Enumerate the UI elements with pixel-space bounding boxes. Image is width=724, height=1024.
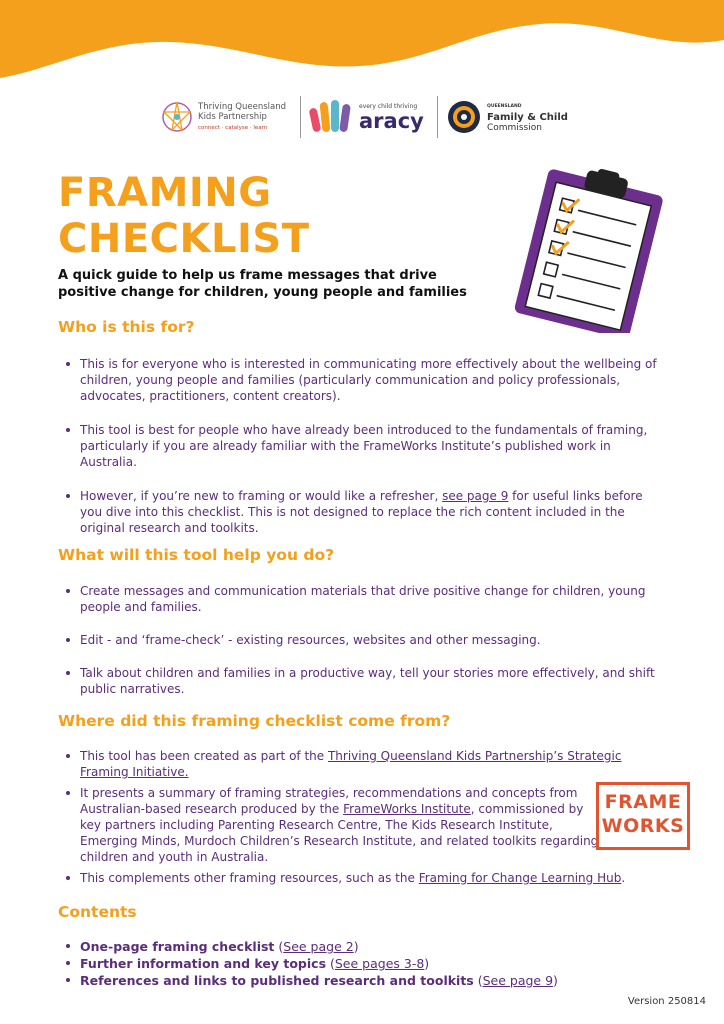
section-heading-who: Who is this for? [58,318,195,336]
frameworks-logo [596,782,690,850]
qfcc-state: QUEENSLAND [487,103,522,109]
see-page-2-link[interactable]: See page 2 [283,939,354,954]
list-item: This is for everyone who is interested in communicating more effectively about the wellbeing of children, young people and families (particularly communication and policy professionals, advocates, practitioners, content creators). [64,356,664,404]
header-wave [0,0,724,90]
partner-logos [160,94,570,140]
logo-divider [300,96,301,138]
contents-item: Further information and key topics (See pages 3-8) [64,955,664,972]
page-subtitle: A quick guide to help us frame messages that drive positive change for children, young people and families [58,268,467,300]
logo-divider [437,96,438,138]
section-heading-what: What will this tool help you do? [58,546,335,564]
contents-label: Further information and key topics [80,956,327,971]
qfcc-circle-icon [446,99,482,135]
item-text: It presents a summary of framing strategies, recommendations and concepts from Australian-based research produced by the [80,786,578,816]
title-line2: CHECKLIST [58,216,310,262]
item-text: However, if you’re new to framing or would like a refresher, [80,489,443,503]
list-item [64,488,664,536]
where-list [64,748,626,891]
aracy-tagline: every child thriving [359,102,418,110]
see-page-9-link[interactable]: see page 9 [442,489,509,503]
list-item [64,748,664,780]
aracy-name: aracy [359,108,424,133]
page-title [58,170,309,262]
list-item [64,785,604,865]
tqkp-line2: Kids Partnership [198,111,267,122]
frameworks-logo-line1: FRAME [604,791,682,813]
frameworks-logo-line2: WORKS [601,815,685,837]
who-list [64,356,664,554]
list-item: This tool is best for people who have already been introduced to the fundamentals of framing, particularly if you are already familiar with the FrameWorks Institute’s published work in Australia. [64,422,664,470]
tqkp-line1: Thriving Queensland [198,101,287,112]
aracy-logo [309,98,429,136]
aracy-bars-icon [309,98,355,136]
section-heading-where: Where did this framing checklist come from? [58,712,451,730]
tqkp-tagline: connect · catalyse · learn [198,124,268,131]
qfcc-line1: Family & Child [487,111,568,123]
see-page-9-contents-link[interactable]: See page 9 [482,973,554,988]
item-text: This tool has been created as part of the [80,749,328,763]
list-item: Talk about children and families in a productive way, tell your stories more effectively, and shift public narratives. [64,665,664,697]
title-line1: FRAMING [58,170,272,216]
item-text: for useful links before you dive into this checklist. This is not designed to replace the rich content included in the original research and toolkits. [80,489,643,535]
contents-list [64,938,664,989]
version-label: Version 250814 [627,996,706,1007]
list-item [64,870,664,886]
contents-item: One-page framing checklist (See page 2) [64,938,664,955]
learning-hub-link[interactable]: Framing for Change Learning Hub [418,871,622,885]
see-pages-3-8-link[interactable]: See pages 3-8 [334,956,425,971]
tqkp-star-icon [160,98,194,136]
section-heading-contents: Contents [58,903,137,921]
contents-item: References and links to published research and toolkits (See page 9) [64,972,664,989]
qfcc-line2: Commission [487,122,542,133]
frameworks-institute-link[interactable]: FrameWorks Institute [343,802,471,816]
list-item: Edit - and ‘frame-check’ - existing resources, websites and other messaging. [64,632,664,648]
item-text: This complements other framing resources, such as the [80,871,419,885]
contents-label: One-page framing checklist [80,939,275,954]
clipboard-checklist-icon [508,168,668,333]
contents-label: References and links to published research and toolkits [80,973,474,988]
item-text: , commissioned by key partners including Parenting Research Centre, The Kids Research Institute, Emerging Minds, Murdoch Children’s Research Institute, and related toolkits regarding children and youth in Australia. [80,802,599,864]
what-list [64,583,664,714]
tqkp-logo [160,98,292,136]
strategic-framing-initiative-link[interactable]: Thriving Queensland Kids Partnership’s Strategic Framing Initiative. [80,749,622,779]
qfcc-logo [446,99,568,135]
item-text: . [621,871,626,885]
list-item: Create messages and communication materials that drive positive change for children, young people and families. [64,583,664,615]
